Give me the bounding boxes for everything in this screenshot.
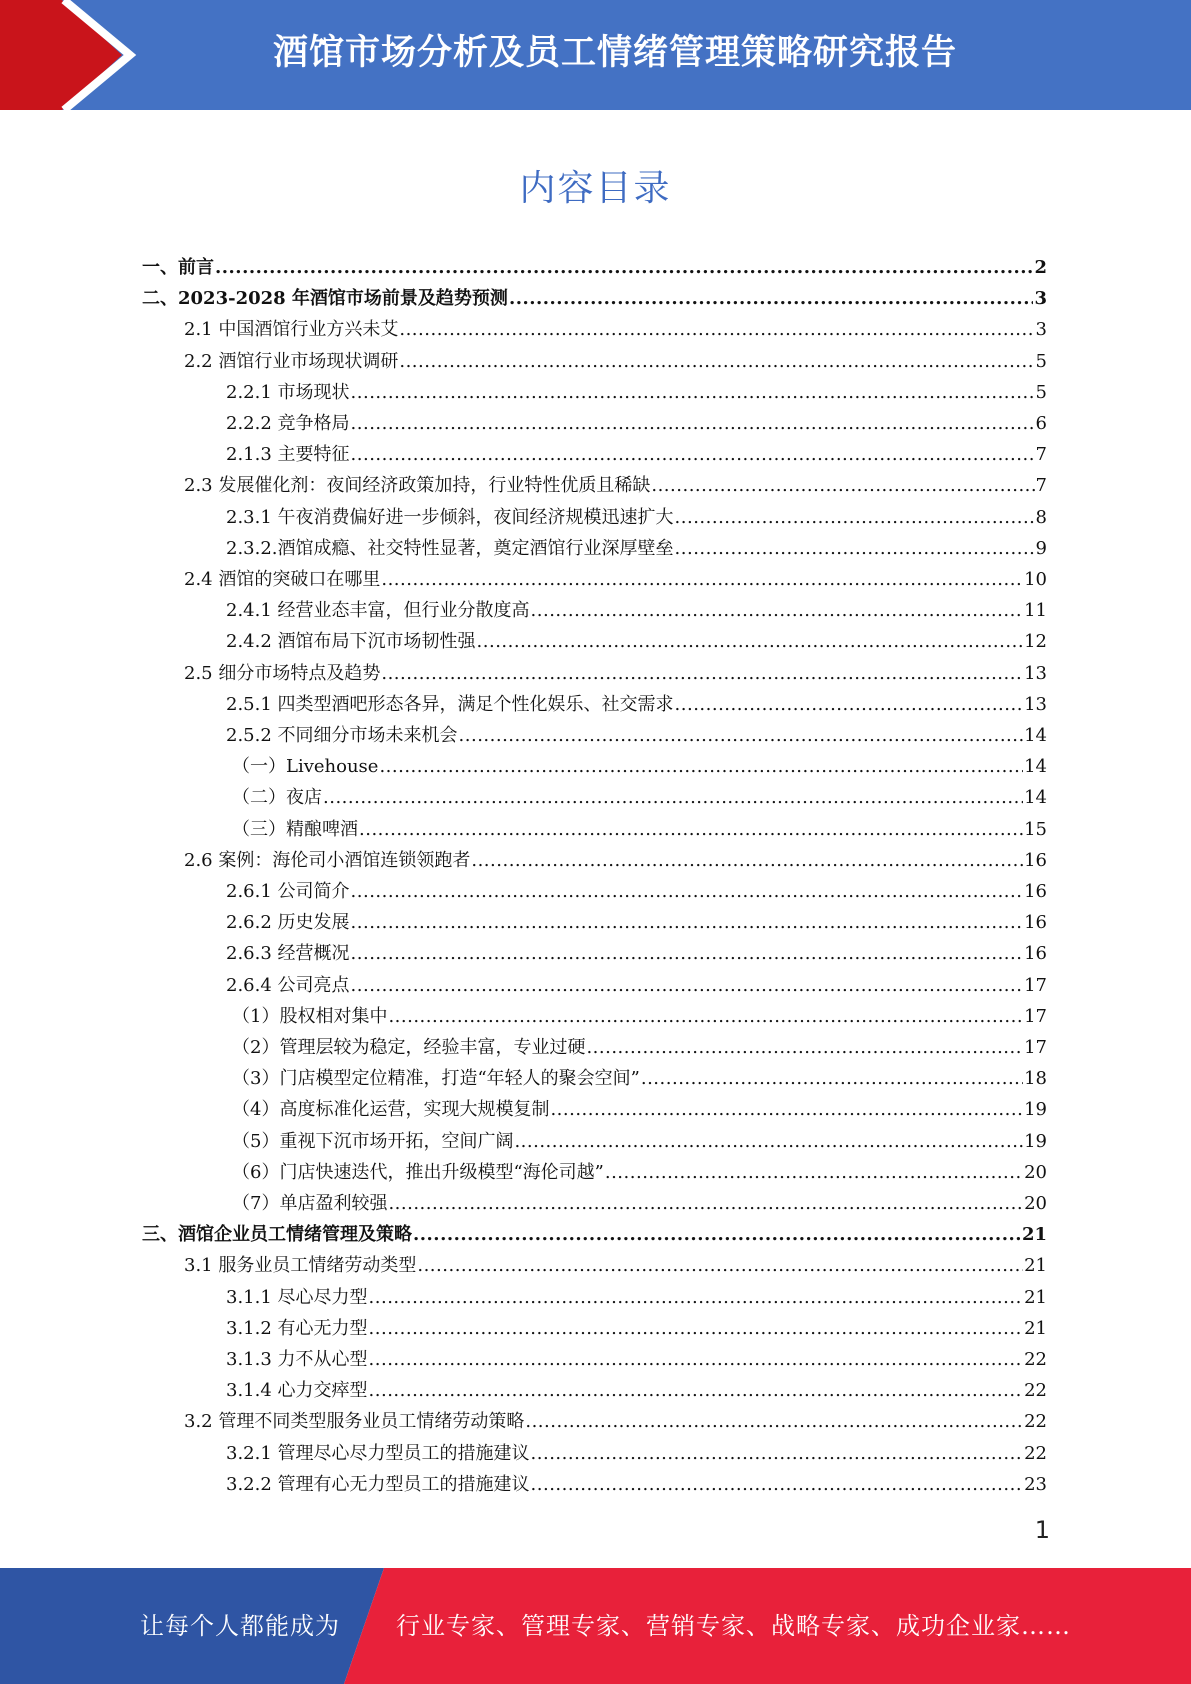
toc-entry-page: 22: [1024, 1380, 1047, 1402]
toc-entry[interactable]: [226, 626, 1047, 657]
toc-entry-page: 19: [1024, 1130, 1047, 1152]
toc-entry[interactable]: [226, 1282, 1047, 1313]
toc-dot-leader: [351, 938, 1024, 969]
toc-entry[interactable]: [226, 1438, 1047, 1469]
toc-entry-page: 22: [1024, 1411, 1047, 1433]
toc-entry-label: 3.2.1 管理尽心尽力型员工的措施建议: [226, 1442, 530, 1464]
toc-dot-leader: [388, 1001, 1023, 1032]
toc-entry[interactable]: [232, 1032, 1047, 1063]
toc-entry-label: 2.6.4 公司亮点: [226, 974, 350, 996]
toc-entry-page: 12: [1024, 631, 1047, 653]
toc-entry-label: 2.5.2 不同细分市场未来机会: [226, 725, 458, 746]
toc-dot-leader: [351, 876, 1024, 907]
toc-entry-label: 2.6.3 经营概况: [226, 943, 350, 965]
toc-entry-page: 18: [1024, 1068, 1047, 1090]
toc-entry-page: 21: [1024, 1286, 1047, 1308]
toc-entry[interactable]: [226, 439, 1047, 470]
toc-entry[interactable]: [184, 470, 1047, 501]
toc-dot-leader: [413, 1219, 1021, 1250]
toc-entry-label: 2.4 酒馆的突破口在哪里: [184, 569, 381, 590]
toc-dot-leader: [471, 845, 1023, 876]
toc-dot-leader: [477, 626, 1024, 657]
toc-entry-label: （6）门店快速迭代，推出升级模型“海伦司越”: [232, 1161, 604, 1183]
toc-entry-label: 3.1 服务业员工情绪劳动类型: [184, 1255, 417, 1277]
toc-entry-label: 2.6.1 公司简介: [226, 881, 350, 902]
toc-entry-page: 9: [1035, 537, 1047, 559]
toc-dot-leader: [399, 314, 1034, 345]
toc-dot-leader: [641, 1063, 1023, 1094]
toc-entry-label: 2.2.2 竞争格局: [226, 413, 350, 434]
toc-entry-label: 三、酒馆企业员工情绪管理及策略: [142, 1224, 412, 1246]
toc-entry-page: 21: [1024, 1317, 1047, 1339]
toc-dot-leader: [351, 377, 1035, 408]
toc-entry-page: 19: [1024, 1099, 1047, 1121]
toc-entry[interactable]: [226, 502, 1047, 533]
toc-entry-label: （三）精酿啤酒: [232, 818, 358, 840]
toc-entry[interactable]: [142, 252, 1047, 283]
toc-entry-label: 2.1.3 主要特征: [226, 444, 350, 466]
toc-dot-leader: [351, 408, 1035, 439]
toc-entry[interactable]: [226, 408, 1047, 439]
toc-dot-leader: [351, 439, 1035, 470]
toc-entry-page: 2: [1034, 257, 1047, 278]
toc-entry-page: 16: [1024, 943, 1047, 965]
toc-dot-leader: [586, 1032, 1023, 1063]
toc-entry[interactable]: [184, 564, 1047, 595]
toc-dot-leader: [514, 1126, 1023, 1157]
toc-entry-page: 23: [1024, 1473, 1047, 1495]
toc-entry[interactable]: [226, 970, 1047, 1001]
toc-entry-label: 2.3.1 午夜消费偏好进一步倾斜，夜间经济规模迅速扩大: [226, 506, 674, 528]
toc-entry-label: 3.1.2 有心无力型: [226, 1317, 368, 1339]
toc-dot-leader: [369, 1313, 1024, 1344]
toc-entry-label: （一）Livehouse: [232, 756, 379, 778]
toc-dot-leader: [605, 1157, 1023, 1188]
toc-entry-page: 20: [1024, 1161, 1047, 1183]
toc-entry[interactable]: [232, 782, 1047, 813]
toc-entry-page: 14: [1024, 725, 1047, 746]
toc-entry[interactable]: [226, 689, 1047, 720]
toc-dot-leader: [388, 1188, 1023, 1219]
toc-entry-label: 一、前言: [142, 257, 214, 278]
footer-slogan-left: 让每个人都能成为: [140, 1612, 340, 1640]
toc-entry[interactable]: [226, 377, 1047, 408]
toc-entry-label: 3.1.3 力不从心型: [226, 1349, 368, 1370]
toc-entry-label: （4）高度标准化运营，实现大规模复制: [232, 1099, 550, 1121]
toc-entry-label: （5）重视下沉市场开拓，空间广阔: [232, 1130, 514, 1152]
toc-entry[interactable]: [226, 1313, 1047, 1344]
toc-entry-page: 21: [1024, 1255, 1047, 1277]
toc-entry[interactable]: [232, 1188, 1047, 1219]
toc-dot-leader: [675, 502, 1035, 533]
toc-entry-page: 22: [1024, 1442, 1047, 1464]
toc-entry[interactable]: [232, 751, 1047, 782]
toc-dot-leader: [531, 1469, 1024, 1500]
toc-entry[interactable]: [226, 720, 1047, 751]
toc-dot-leader: [675, 533, 1035, 564]
toc-dot-leader: [369, 1282, 1024, 1313]
toc-entry-label: 2.3 发展催化剂：夜间经济政策加持，行业特性优质且稀缺: [184, 475, 651, 497]
toc-entry-label: （二）夜店: [232, 787, 322, 809]
footer-banner: [0, 1568, 1191, 1684]
toc-entry-page: 14: [1024, 756, 1047, 778]
toc-entry-label: 2.4.2 酒馆布局下沉市场韧性强: [226, 631, 476, 653]
toc-entry[interactable]: [232, 1094, 1047, 1125]
toc-dot-leader: [381, 658, 1023, 689]
toc-dot-leader: [215, 252, 1033, 283]
header-banner: [0, 0, 1191, 110]
toc-entry-page: 20: [1024, 1193, 1047, 1214]
toc-entry-page: 6: [1035, 413, 1047, 434]
toc-entry-page: 11: [1024, 600, 1047, 622]
toc-entry-page: 14: [1024, 787, 1047, 809]
toc-dot-leader: [369, 1375, 1024, 1406]
toc-entry[interactable]: [232, 1063, 1047, 1094]
toc-entry-label: 3.2.2 管理有心无力型员工的措施建议: [226, 1473, 530, 1495]
toc-entry[interactable]: [226, 907, 1047, 938]
toc-entry-label: 3.1.1 尽心尽力型: [226, 1286, 368, 1308]
toc-entry-page: 13: [1024, 693, 1047, 715]
toc-entry[interactable]: [226, 938, 1047, 969]
toc-entry[interactable]: [184, 314, 1047, 345]
toc-entry-page: 17: [1024, 1037, 1047, 1058]
toc-entry-label: 2.2 酒馆行业市场现状调研: [184, 350, 399, 372]
toc-entry-label: 2.6.2 历史发展: [226, 912, 350, 934]
toc-entry-label: 2.1 中国酒馆行业方兴未艾: [184, 319, 399, 341]
toc-dot-leader: [323, 782, 1023, 813]
toc-dot-leader: [359, 814, 1023, 845]
toc-entry-label: （7）单店盈利较强: [232, 1193, 388, 1214]
toc-dot-leader: [531, 595, 1024, 626]
toc-dot-leader: [351, 970, 1024, 1001]
toc-dot-leader: [525, 1406, 1023, 1437]
toc-entry-page: 13: [1024, 662, 1047, 684]
toc-entry-page: 22: [1024, 1349, 1047, 1370]
toc-entry-label: 2.6 案例：海伦司小酒馆连锁领跑者: [184, 849, 471, 871]
toc-entry[interactable]: [226, 1344, 1047, 1375]
toc-entry-label: （2）管理层较为稳定，经验丰富，专业过硬: [232, 1037, 586, 1058]
toc-entry-page: 10: [1024, 569, 1047, 590]
toc-entry-page: 3: [1034, 288, 1047, 310]
toc-entry-page: 16: [1024, 881, 1047, 902]
toc-entry[interactable]: [232, 1157, 1047, 1188]
toc-entry[interactable]: [232, 1126, 1047, 1157]
toc-dot-leader: [675, 689, 1024, 720]
toc-entry[interactable]: [184, 1406, 1047, 1437]
toc-entry[interactable]: [142, 283, 1047, 314]
toc-dot-leader: [417, 1250, 1023, 1281]
toc-entry-label: 2.4.1 经营业态丰富，但行业分散度高: [226, 600, 530, 622]
toc-entry[interactable]: [226, 876, 1047, 907]
toc-entry[interactable]: [226, 1375, 1047, 1406]
toc-dot-leader: [509, 283, 1034, 314]
toc-entry-page: 16: [1024, 912, 1047, 934]
page-number: 1: [1034, 1516, 1050, 1544]
toc-entry-page: 5: [1035, 350, 1047, 372]
footer-slogan-right: 行业专家、管理专家、营销专家、战略专家、成功企业家……: [396, 1612, 1071, 1640]
toc-entry-label: （3）门店模型定位精准，打造“年轻人的聚会空间”: [232, 1068, 640, 1090]
toc-entry[interactable]: [226, 595, 1047, 626]
toc-entry-page: 7: [1035, 475, 1047, 497]
toc-dot-leader: [399, 346, 1034, 377]
toc-entry[interactable]: [184, 346, 1047, 377]
toc-entry[interactable]: [226, 533, 1047, 564]
toc-entry-label: 2.2.1 市场现状: [226, 381, 350, 403]
toc-entry-page: 15: [1024, 818, 1047, 840]
toc-dot-leader: [459, 720, 1024, 751]
toc-dot-leader: [351, 907, 1024, 938]
toc-entry-label: 二、2023-2028 年酒馆市场前景及趋势预测: [142, 288, 508, 310]
toc-entry[interactable]: [184, 845, 1047, 876]
toc-entry-page: 16: [1024, 849, 1047, 871]
toc-dot-leader: [369, 1344, 1024, 1375]
document-title: 酒馆市场分析及员工情绪管理策略研究报告: [272, 33, 957, 73]
toc-dot-leader: [651, 470, 1034, 501]
toc-dot-leader: [381, 564, 1023, 595]
toc-entry[interactable]: [184, 658, 1047, 689]
toc-entry-label: 3.1.4 心力交瘁型: [226, 1380, 368, 1402]
toc-entry-label: 2.3.2.酒馆成瘾、社交特性显著，奠定酒馆行业深厚壁垒: [226, 537, 674, 559]
toc-entry-page: 17: [1024, 1005, 1047, 1027]
toc-entry-page: 5: [1035, 381, 1047, 403]
toc-entry-label: （1）股权相对集中: [232, 1005, 388, 1027]
toc-entry[interactable]: [226, 1469, 1047, 1500]
toc-entry-label: 3.2 管理不同类型服务业员工情绪劳动策略: [184, 1411, 525, 1433]
toc-entry-page: 3: [1035, 319, 1047, 341]
toc-entry-label: 2.5 细分市场特点及趋势: [184, 662, 381, 684]
toc-dot-leader: [550, 1094, 1023, 1125]
toc-entry[interactable]: [232, 814, 1047, 845]
toc-entry-page: 17: [1024, 974, 1047, 996]
toc-heading: 内容目录: [519, 168, 672, 209]
toc-entry[interactable]: [232, 1001, 1047, 1032]
toc-entry-page: 21: [1021, 1224, 1047, 1246]
toc-entry-page: 7: [1035, 444, 1047, 466]
toc-dot-leader: [379, 751, 1023, 782]
toc-dot-leader: [531, 1438, 1024, 1469]
toc-entry[interactable]: [184, 1250, 1047, 1281]
toc-entry-label: 2.5.1 四类型酒吧形态各异，满足个性化娱乐、社交需求: [226, 693, 674, 715]
toc-entry-page: 8: [1035, 506, 1047, 528]
toc-entry[interactable]: [142, 1219, 1047, 1250]
